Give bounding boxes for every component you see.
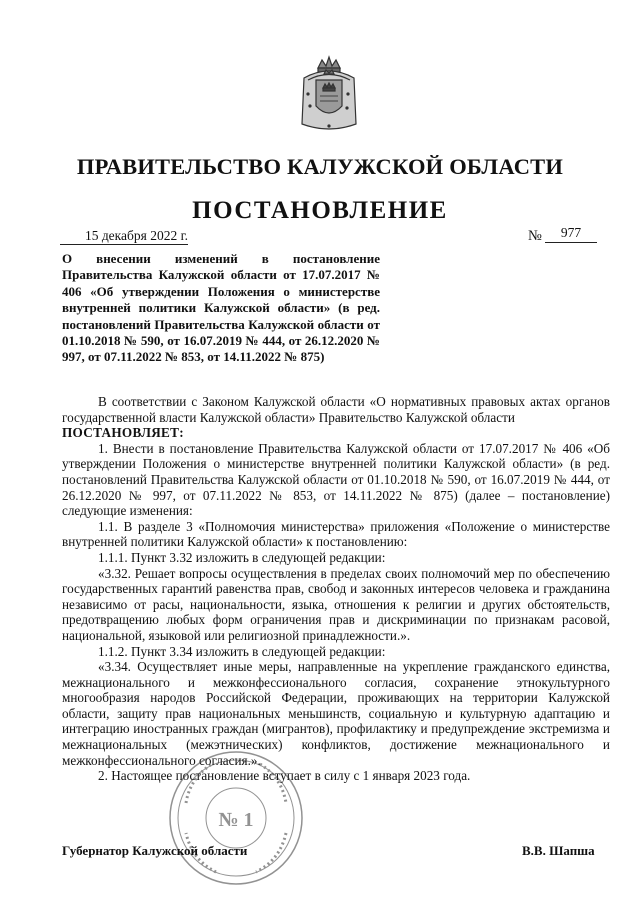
item-2-paragraph: 2. Настоящее постановление вступает в силу с 1 января 2023 года. bbox=[98, 768, 471, 784]
item-1-paragraph: 1. Внести в постановление Правительства Калужской области от 17.07.2017 № 406 «Об утверждении Положения о министерстве внутренней политики Калужской области» (в ред. постановлений Правительства Калужской области от 01.10.2018 № 590, от 16.07.2019 № 444, от 26.12.2020 № 997, от 07.11.2022 № 853, от 14.11.2022 № 875) (далее – постановление) следующие изменения: bbox=[62, 440, 610, 519]
official-seal-icon bbox=[166, 748, 306, 888]
document-date: 15 декабря 2022 г. bbox=[60, 228, 188, 245]
item-1-1-paragraph: 1.1. В разделе 3 «Полномочия министерства» приложения «Положение о министерстве внутренней политики Калужской области» к постановлению: bbox=[62, 518, 610, 550]
government-title: ПРАВИТЕЛЬСТВО КАЛУЖСКОЙ ОБЛАСТИ bbox=[76, 154, 564, 179]
item-1-1-1-paragraph: 1.1.1. Пункт 3.32 изложить в следующей редакции: bbox=[98, 549, 386, 565]
item-1-1-2-paragraph: 1.1.2. Пункт 3.34 изложить в следующей редакции: bbox=[98, 643, 386, 659]
document-type-title: ПОСТАНОВЛЕНИЕ bbox=[192, 197, 448, 224]
subject-text: О внесении изменений в постановление Правительства Калужской области от 17.07.2017 № 406 «Об утверждении Положения о министерстве внутренней политики Калужской области» (в ред. постановлений Правительства Калужской области от 01.10.2018 № 590, от 16.07.2019 № 444, от 26.12.2020 № 997, от 07.11.2022 № 853, от 14.11.2022 № 875) bbox=[62, 251, 380, 365]
quote-3-32-paragraph: «3.32. Решает вопросы осуществления в пределах своих полномочий мер по обеспечению государственных гарантий равенства прав, свобод и законных интересов человека и гражданина независимо от расы, национальности, языка, отношения к религии и других обстоятельств, предотвращению любых форм ограничения прав и дискриминации по признакам расовой, национальной, языковой или религиозной принадлежности.». bbox=[62, 565, 610, 643]
coat-of-arms-icon bbox=[296, 54, 362, 134]
decree-word: ПОСТАНОВЛЯЕТ: bbox=[62, 425, 184, 441]
document-body bbox=[62, 394, 610, 784]
document-number-label: № bbox=[528, 228, 542, 244]
seal-number: № 1 bbox=[218, 809, 254, 831]
signer-title: Губернатор Калужской области bbox=[62, 843, 248, 858]
preamble-paragraph: В соответствии с Законом Калужской области «О нормативных правовых актах органов государственной власти Калужской области» Правительство Калужской области bbox=[62, 394, 610, 425]
document-number: 977 bbox=[545, 225, 597, 243]
document-subject bbox=[62, 251, 380, 366]
signer-name: В.В. Шапша bbox=[522, 843, 595, 858]
quote-3-34-paragraph: «3.34. Осуществляет иные меры, направленные на укрепление гражданского единства, межнационального и межконфессионального согласия, сохранение этнокультурного многообразия народов Российской Федерации, проживающих на территории Калужской области, защиту прав национальных меньшинств, социальную и культурную адаптацию и интеграцию иностранных граждан (мигрантов), профилактику и предупреждение экстремизма и межнациональных (межэтнических) конфликтов, достижение межнационального и межконфессионального согласия.». bbox=[62, 659, 610, 768]
